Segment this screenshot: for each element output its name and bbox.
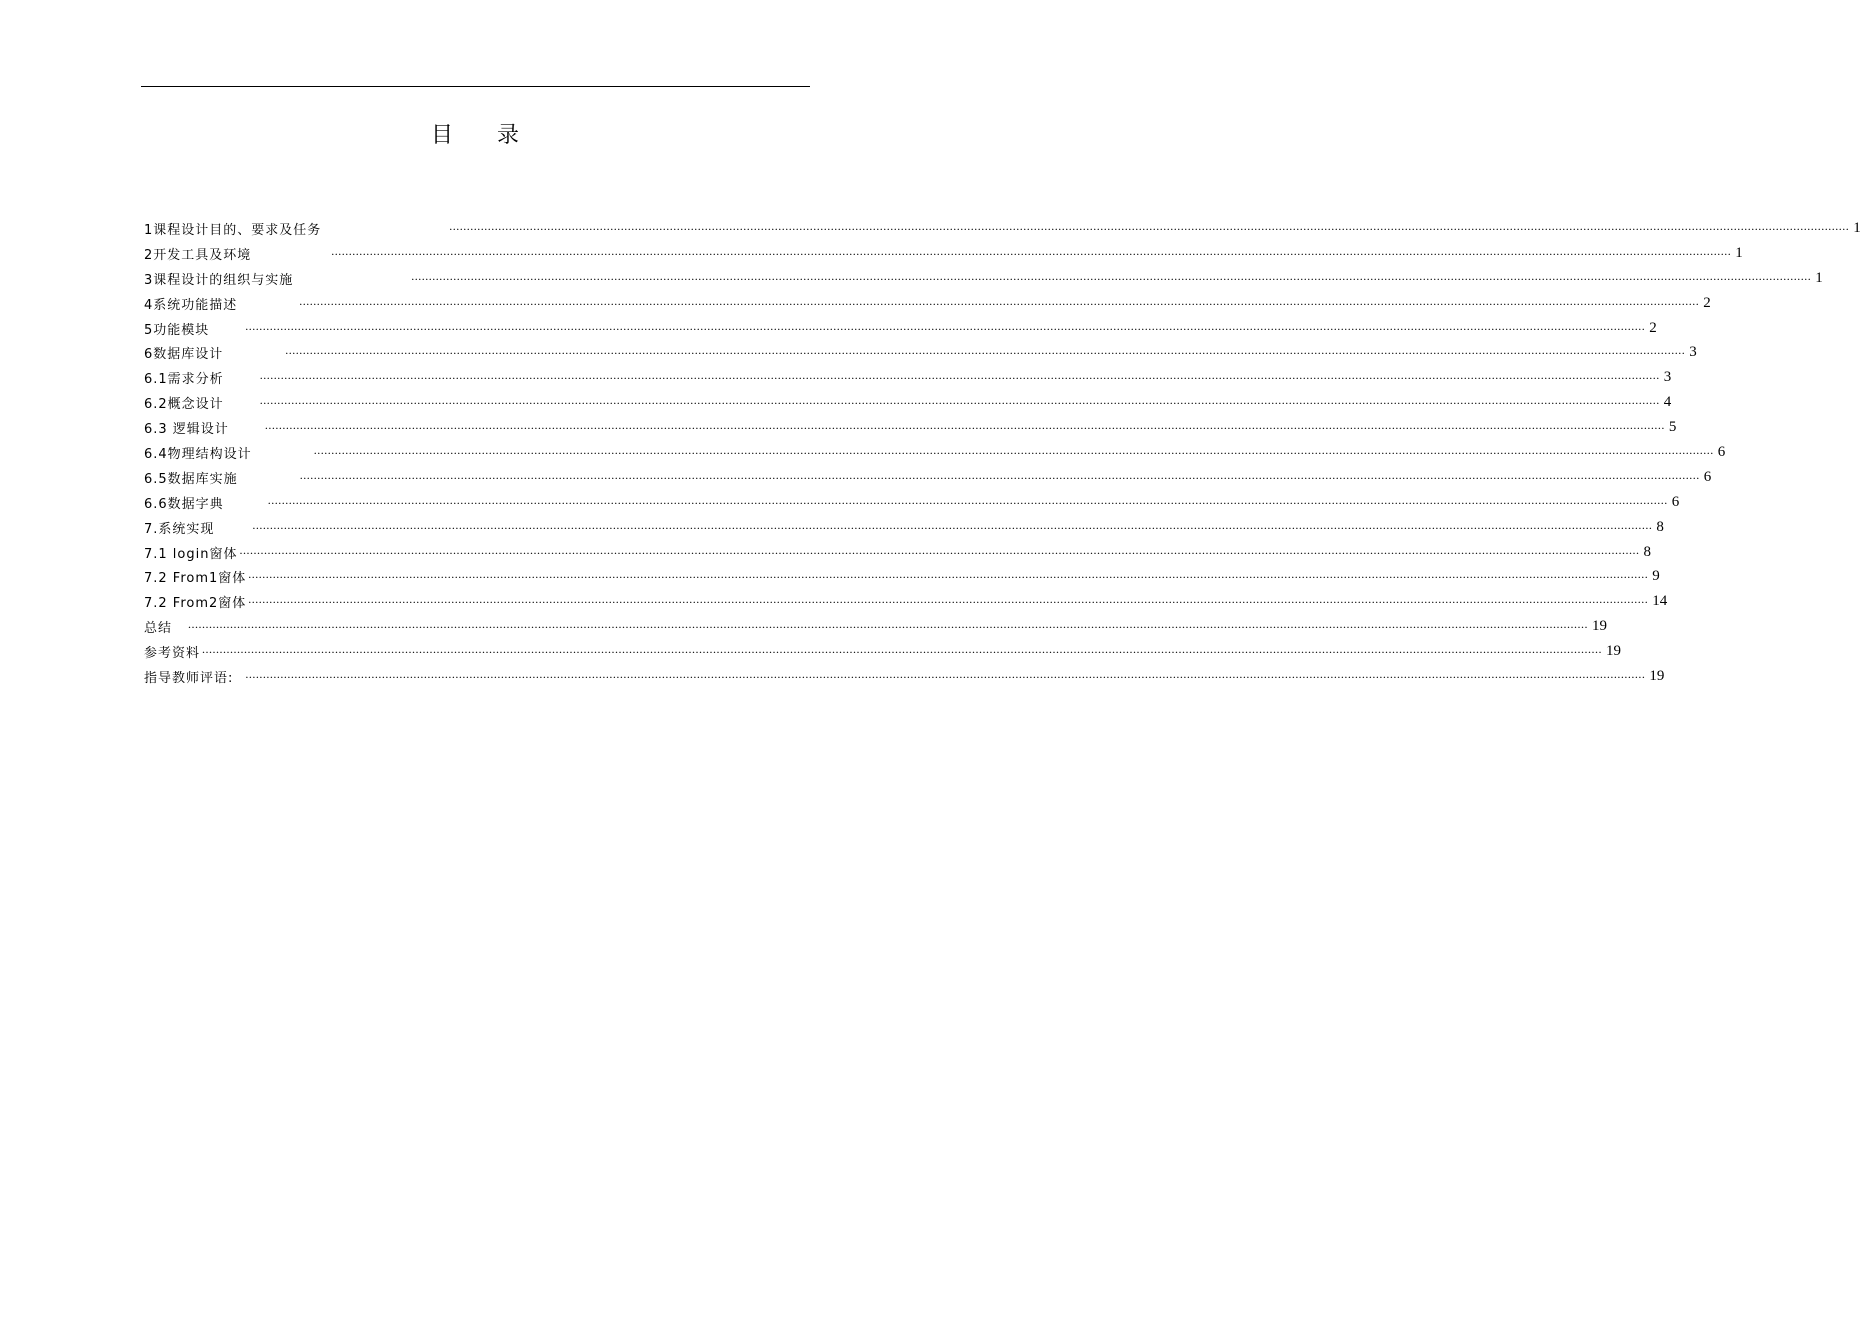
toc-entry-label: 6.6数据字典	[144, 496, 224, 512]
toc-entry[interactable]	[144, 241, 1743, 266]
toc-entry[interactable]	[144, 589, 1668, 614]
toc-entry-label: 参考资料	[144, 646, 201, 662]
toc-entry-page-number: 2	[1703, 294, 1711, 311]
toc-entry[interactable]	[144, 291, 1711, 316]
toc-entry-page-number: 9	[1652, 568, 1660, 585]
toc-entry[interactable]	[144, 614, 1608, 639]
toc-entry-label: 6.1需求分析	[144, 372, 224, 388]
toc-entry-label: 6.4物理结构设计	[144, 446, 252, 462]
toc-entry-page-number: 19	[1606, 643, 1622, 660]
toc-entry-label: 7.2 From2窗体	[144, 596, 247, 612]
toc-leader-dots: ................................................................................................................................................................................................................................................................................................................................................................................................................	[202, 642, 1603, 657]
toc-entry-page-number: 14	[1652, 593, 1668, 610]
toc-leader-dots: ................................................................................................................................................................................................................................................................................................................................................................................................................	[313, 442, 1714, 457]
header-rule	[141, 86, 810, 87]
toc-entry[interactable]	[144, 340, 1697, 365]
toc-entry[interactable]	[144, 564, 1660, 589]
toc-entry[interactable]	[144, 266, 1823, 291]
toc-entry[interactable]	[144, 664, 1665, 689]
toc-entry-page-number: 6	[1703, 468, 1712, 485]
toc-leader-dots: ................................................................................................................................................................................................................................................................................................................................................................................................................	[264, 418, 1665, 433]
toc-leader-dots: ................................................................................................................................................................................................................................................................................................................................................................................................................	[299, 467, 1700, 482]
toc-entry-page-number: 19	[1649, 667, 1665, 684]
toc-entry-label: 6.2概念设计	[144, 397, 224, 413]
toc-entry-page-number: 19	[1592, 618, 1608, 635]
toc-entry-label: 2开发工具及环境	[144, 247, 252, 263]
toc-leader-dots: ................................................................................................................................................................................................................................................................................................................................................................................................................	[245, 666, 1646, 681]
toc-entry[interactable]	[144, 365, 1672, 390]
toc-entry-label: 1课程设计目的、要求及任务	[144, 222, 322, 238]
toc-entry-label: 7.2 From1窗体	[144, 571, 247, 587]
toc-entry-label: 4系统功能描述	[144, 297, 238, 313]
toc-entry-label: 6.3 逻辑设计	[144, 422, 229, 438]
page-title: 目录	[430, 123, 563, 148]
toc-entry-label: 6数据库设计	[144, 347, 224, 363]
toc-entry-page-number: 3	[1689, 344, 1697, 361]
toc-entry[interactable]	[144, 440, 1726, 465]
toc-entry-label: 5功能模块	[144, 322, 210, 338]
table-of-contents	[144, 216, 1861, 689]
toc-entry[interactable]	[144, 415, 1677, 440]
toc-leader-dots: ................................................................................................................................................................................................................................................................................................................................................................................................................	[188, 617, 1589, 632]
toc-entry-page-number: 6	[1671, 493, 1680, 510]
toc-leader-dots: ................................................................................................................................................................................................................................................................................................................................................................................................................	[299, 293, 1700, 308]
toc-entry-label: 总结	[144, 621, 173, 637]
toc-leader-dots: ................................................................................................................................................................................................................................................................................................................................................................................................................	[259, 368, 1660, 383]
toc-entry-page-number: 1	[1853, 219, 1861, 236]
toc-entry-label: 7.系统实现	[144, 521, 215, 537]
toc-leader-dots: ................................................................................................................................................................................................................................................................................................................................................................................................................	[449, 218, 1850, 233]
toc-leader-dots: ................................................................................................................................................................................................................................................................................................................................................................................................................	[252, 517, 1653, 532]
toc-entry[interactable]	[144, 216, 1861, 241]
toc-leader-dots: ................................................................................................................................................................................................................................................................................................................................................................................................................	[267, 492, 1668, 507]
toc-entry[interactable]	[144, 639, 1622, 664]
toc-entry[interactable]	[144, 465, 1712, 490]
toc-leader-dots: ................................................................................................................................................................................................................................................................................................................................................................................................................	[331, 243, 1732, 258]
toc-entry-page-number: 6	[1717, 443, 1726, 460]
toc-entry-page-number: 8	[1643, 543, 1651, 560]
toc-entry-label: 指导教师评语:	[144, 670, 234, 686]
toc-entry[interactable]	[144, 540, 1651, 565]
toc-entry-page-number: 4	[1663, 394, 1672, 411]
toc-entry[interactable]	[144, 515, 1664, 540]
toc-leader-dots: ................................................................................................................................................................................................................................................................................................................................................................................................................	[259, 393, 1660, 408]
toc-leader-dots: ................................................................................................................................................................................................................................................................................................................................................................................................................	[245, 318, 1646, 333]
toc-leader-dots: ................................................................................................................................................................................................................................................................................................................................................................................................................	[248, 567, 1649, 582]
toc-entry-label: 6.5数据库实施	[144, 471, 238, 487]
toc-entry[interactable]	[144, 316, 1657, 341]
toc-entry-page-number: 1	[1815, 269, 1823, 286]
toc-entry-page-number: 8	[1656, 518, 1664, 535]
toc-leader-dots: ................................................................................................................................................................................................................................................................................................................................................................................................................	[248, 592, 1649, 607]
toc-leader-dots: ................................................................................................................................................................................................................................................................................................................................................................................................................	[239, 542, 1640, 557]
toc-leader-dots: ................................................................................................................................................................................................................................................................................................................................................................................................................	[411, 268, 1812, 283]
toc-entry-label: 3课程设计的组织与实施	[144, 272, 294, 288]
toc-entry-page-number: 2	[1649, 319, 1657, 336]
toc-leader-dots: ................................................................................................................................................................................................................................................................................................................................................................................................................	[285, 343, 1686, 358]
toc-entry[interactable]	[144, 490, 1680, 515]
toc-entry-page-number: 3	[1663, 369, 1672, 386]
toc-entry[interactable]	[144, 390, 1672, 415]
toc-entry-label: 7.1 login窗体	[144, 546, 238, 562]
toc-entry-page-number: 1	[1735, 244, 1743, 261]
toc-entry-page-number: 5	[1668, 419, 1677, 436]
